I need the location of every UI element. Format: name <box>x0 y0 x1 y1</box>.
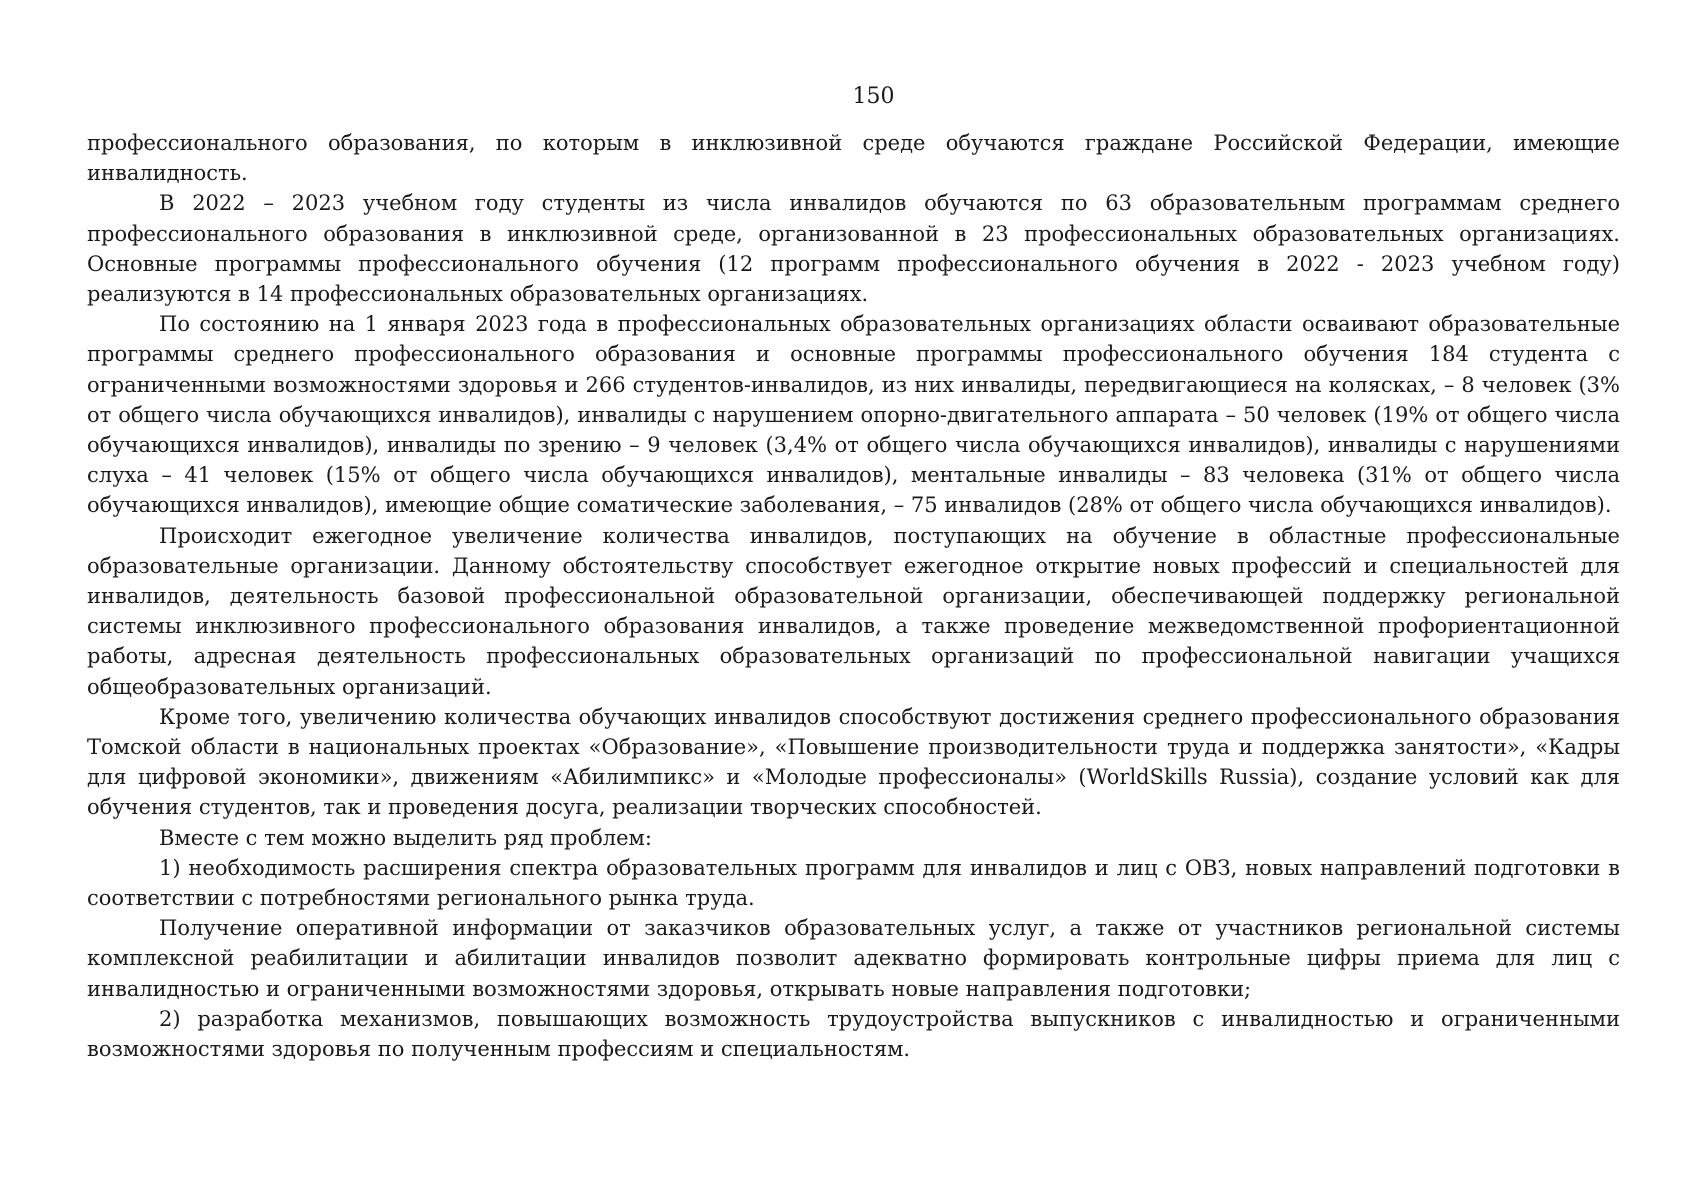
paragraph: профессионального образования, по которым в инклюзивной среде обучаются граждане Российской Федерации, имеющие инвалидность. <box>87 131 1620 186</box>
paragraph: Вместе с тем можно выделить ряд проблем: <box>159 825 652 850</box>
paragraph: По состоянию на 1 января 2023 года в профессиональных образовательных организациях области осваивают образовательные программы среднего профессионального образования и основные программы профессионального обучения 184 студента с ограниченными возможностями здоровья и 266 студентов-инвалидов, из них инвалиды, передвигающиеся на колясках, – 8 человек (3% от общего числа обучающихся инвалидов), инвалиды с нарушением опорно-двигательного аппарата – 50 человек (19% от общего числа обучающихся инвалидов), инвалиды по зрению – 9 человек (3,4% от общего числа обучающихся инвалидов), инвалиды с нарушениями слуха – 41 человек (15% от общего числа обучающихся инвалидов), ментальные инвалиды – 83 человека (31% от общего числа обучающихся инвалидов), имеющие общие соматические заболевания, – 75 инвалидов (28% от общего числа обучающихся инвалидов). <box>87 312 1620 518</box>
paragraph: Происходит ежегодное увеличение количества инвалидов, поступающих на обучение в областные профессиональные образовательные организации. Данному обстоятельству способствует ежегодное открытие новых профессий и специальностей для инвалидов, деятельность базовой профессиональной образовательной организации, обеспечивающей поддержку региональной системы инклюзивного профессионального образования инвалидов, а также проведение межведомственной профориентационной работы, адресная деятельность профессиональных образовательных организаций по профессиональной навигации учащихся общеобразовательных организаций. <box>87 523 1620 699</box>
paragraph: Кроме того, увеличению количества обучающих инвалидов способствуют достижения среднего профессионального образования Томской области в национальных проектах «Образование», «Повышение производительности труда и поддержка занятости», «Кадры для цифровой экономики», движениям «Абилимпикс» и «Молодые профессионалы» (WorldSkills Russia), создание условий как для обучения студентов, так и проведения досуга, реализации творческих способностей. <box>87 704 1620 820</box>
page-number: 150 <box>852 84 895 109</box>
paragraph: В 2022 – 2023 учебном году студенты из числа инвалидов обучаются по 63 образовательным программам среднего профессионального образования в инклюзивной среде, организованной в 23 профессиональных образовательных организациях. Основные программы профессионального обучения (12 программ профессионального обучения в 2022 - 2023 учебном году) реализуются в 14 профессиональных образовательных организациях. <box>87 191 1620 307</box>
list-item: 1) необходимость расширения спектра образовательных программ для инвалидов и лиц с ОВЗ, новых направлений подготовки в соответствии с потребностями регионального рынка труда. <box>87 855 1620 911</box>
document-page <box>87 82 1620 1064</box>
list-item: 2) разработка механизмов, повышающих возможность трудоустройства выпускников с инвалидностью и ограниченными возможностями здоровья по полученным профессиям и специальностям. <box>87 1006 1620 1062</box>
paragraph: Получение оперативной информации от заказчиков образовательных услуг, а также от участников региональной системы комплексной реабилитации и абилитации инвалидов позволит адекватно формировать контрольные цифры приема для лиц с инвалидностью и ограниченными возможностями здоровья, открывать новые направления подготовки; <box>87 916 1620 1001</box>
